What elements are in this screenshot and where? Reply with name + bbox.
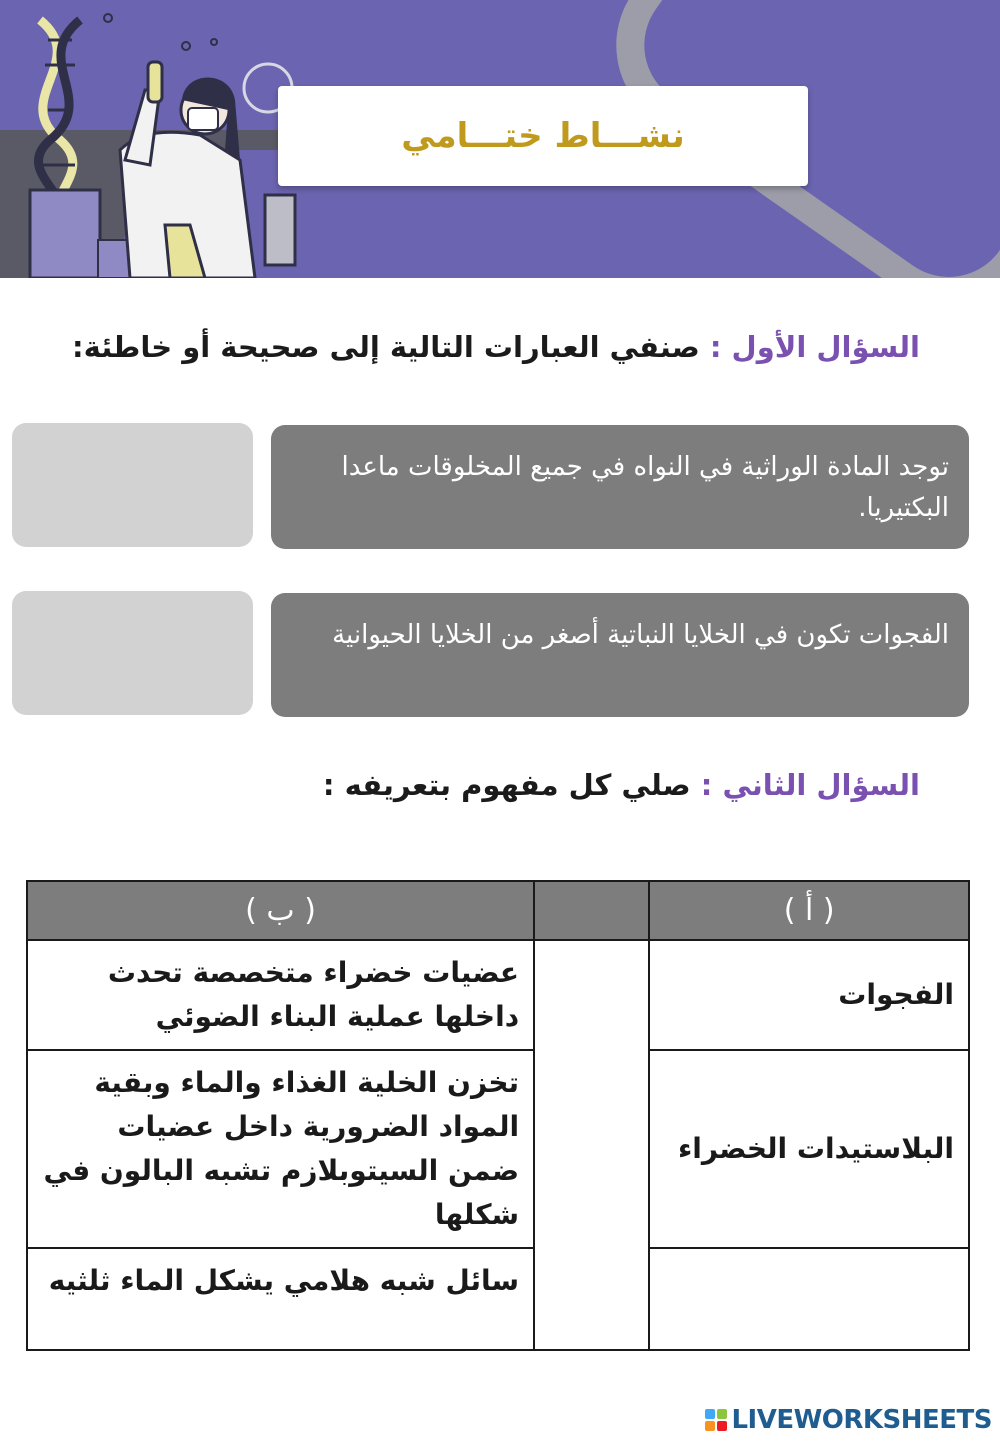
definition-cell[interactable]: تخزن الخلية الغذاء والماء وبقية المواد الضرورية داخل عضيات ضمن السيتوبلازم تشبه البالون في شكلها (27, 1050, 534, 1248)
title-card (278, 86, 808, 186)
question1-heading (72, 330, 920, 364)
answer-box-1[interactable] (12, 423, 253, 547)
table-header-row (27, 881, 969, 940)
concept-cell[interactable] (649, 1248, 969, 1350)
logo-text: LIVEWORKSHEETS (731, 1405, 992, 1435)
page-title: نشـــاط ختـــامي (401, 116, 685, 156)
answer-box-2[interactable] (12, 591, 253, 715)
column-mid-header (534, 881, 649, 940)
statement-1: توجد المادة الوراثية في النواه في جميع المخلوقات ماعدا البكتيريا. (271, 425, 969, 549)
scientist-illustration (0, 0, 300, 278)
column-a-header: ( أ ) (649, 881, 969, 940)
definition-cell[interactable]: عضيات خضراء متخصصة تحدث داخلها عملية البناء الضوئي (27, 940, 534, 1050)
question1-instruction: صنفي العبارات التالية إلى صحيحة أو خاطئة: (72, 330, 710, 364)
table-row (27, 1050, 969, 1248)
matching-table (26, 880, 970, 1351)
definition-cell[interactable]: سائل شبه هلامي يشكل الماء ثلثيه (27, 1248, 534, 1350)
statement-2: الفجوات تكون في الخلايا النباتية أصغر من الخلايا الحيوانية (271, 593, 969, 717)
concept-cell[interactable]: الفجوات (649, 940, 969, 1050)
matching-area[interactable] (534, 940, 649, 1350)
concept-cell[interactable]: البلاستيدات الخضراء (649, 1050, 969, 1248)
logo-icon (705, 1409, 727, 1431)
table-row (27, 940, 969, 1050)
question2-instruction: صلي كل مفهوم بتعريفه : (322, 768, 701, 802)
question2-heading (323, 768, 920, 802)
header-banner (0, 0, 1000, 278)
liveworksheets-logo (705, 1405, 992, 1435)
question1-label: السؤال الأول : (709, 330, 920, 364)
question2-label: السؤال الثاني : (700, 768, 920, 802)
column-b-header: ( ب ) (27, 881, 534, 940)
table-row (27, 1248, 969, 1350)
